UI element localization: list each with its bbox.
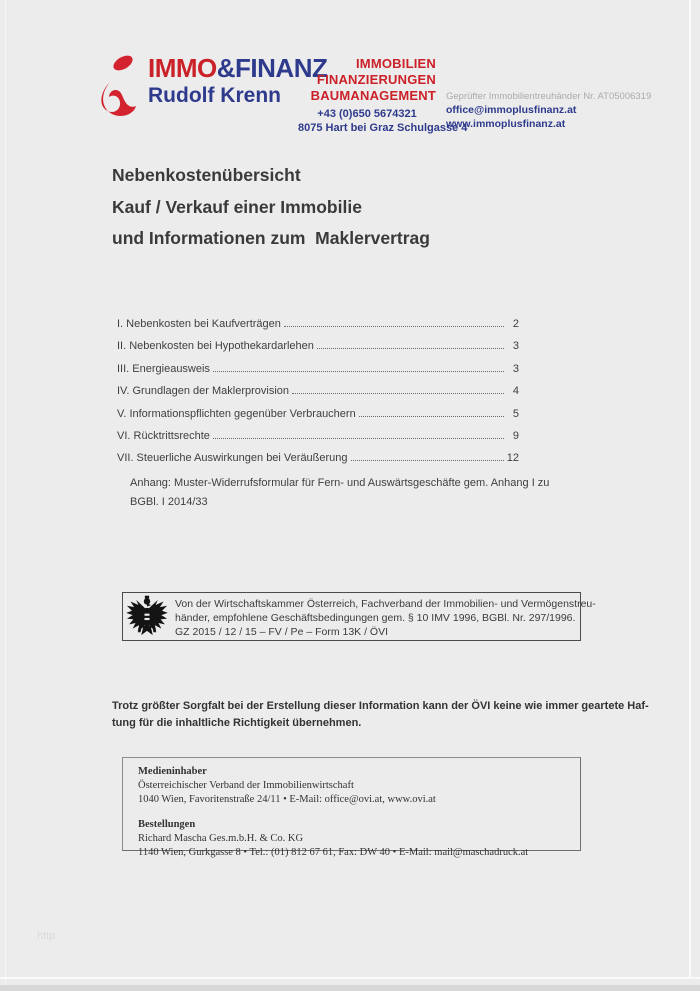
toc-dot-leader [284,326,504,327]
toc-entry-page: 3 [512,340,519,353]
chamber-line-1: Von der Wirtschaftskammer Österreich, Fachverband der Immobilien- und Vermögenstreu- [175,598,596,610]
brand-owner-name: Rudolf Krenn [148,84,281,107]
title-line-1: Nebenkostenübersicht [112,165,301,185]
toc-entry [117,385,519,407]
toc-entry-label: II. Nebenkosten bei Hypothekardarlehen [117,340,314,353]
page-edge-bottom-highlight [0,977,700,979]
annex-line-1: Anhang: Muster-Widerrufsformular für Fern- und Auswärtsgeschäfte gem. Anhang I zu [130,477,550,489]
service-immobilien: IMMOBILIEN [356,56,436,71]
toc-entry-label: IV. Grundlagen der Maklerprovision [117,385,290,398]
certification-number: Geprüfter Immobilientreuhänder Nr. AT05006319 [446,91,652,102]
imprint-spacer [138,807,580,818]
title-line-3: und Informationen zum Maklervertrag [112,228,430,248]
imprint-owner-address: 1040 Wien, Favoritenstraße 24/11 • E-Mail: office@ovi.at, www.ovi.at [138,794,436,805]
brand-name-immo: IMMO [148,53,217,83]
page-edge-left [5,0,6,991]
toc-entry-label: I. Nebenkosten bei Kaufverträgen [117,318,281,330]
toc-dot-leader [213,371,504,372]
disclaimer-line-1: Trotz größter Sorgfalt bei der Erstellung dieser Information kann der ÖVI keine wie immer geartete Haf- [112,700,649,712]
imprint-box [122,757,581,858]
street-address: 8075 Hart bei Graz Schulgasse 4 [298,122,468,134]
service-finanzierungen: FINANZIERUNGEN [316,72,436,87]
page-edge-bottom-shadow [0,985,700,991]
document-title [112,160,430,255]
page-edge-right [689,0,691,979]
toc-entry-page: 2 [512,318,519,330]
toc-entry-label: VI. Rücktrittsrechte [117,429,210,442]
toc-entry [117,340,519,362]
imprint-owner-org: Österreichischer Verband der Immobilienwirtschaft [138,780,354,791]
annex-line-2: BGBl. I 2014/33 [130,496,208,508]
toc-entry [117,452,519,474]
header-certification-block [446,90,676,131]
phone-number: +43 (0)650 5674321 [317,108,417,120]
email-address: office@immoplusfinanz.at [446,104,577,116]
toc-entry-label: VII. Steuerliche Auswirkungen bei Veräußerung [117,452,348,465]
brand-name-amp: & [216,53,236,83]
toc-entry-page: 9 [512,429,519,442]
toc-entry-page: 12 [506,452,519,465]
brand-name-finanz: FINANZ [235,53,328,83]
imprint-owner-heading: Medieninhaber [138,766,207,777]
website-url: www.immoplusfinanz.at [446,118,566,130]
imprint-orders-address: 1140 Wien, Gurkgasse 8 • Tel.: (01) 812 67 61, Fax: DW 40 • E-Mail: mail@maschadruck.at [138,847,529,858]
service-baumanagement: BAUMANAGEMENT [310,88,436,103]
table-of-contents [117,318,519,475]
toc-entry [117,430,519,452]
austrian-eagle-icon [125,595,169,638]
header-services-contact [298,56,468,135]
toc-entry-page: 5 [512,407,519,420]
imprint-orders-heading: Bestellungen [138,819,196,830]
toc-dot-leader [317,348,504,349]
toc-dot-leader [351,460,504,461]
toc-entry-label: III. Energieausweis [117,362,210,375]
toc-entry [117,318,519,340]
toc-dot-leader [292,393,504,394]
toc-entry-label: V. Informationspflichten gegenüber Verbrauchern [117,407,356,420]
disclaimer-line-2: tung für die inhaltliche Richtigkeit übernehmen. [112,716,362,729]
imprint-orders-company: Richard Mascha Ges.m.b.H. & Co. KG [138,833,304,844]
toc-entry-page: 4 [512,385,519,398]
toc-entry [117,363,519,385]
toc-dot-leader [213,438,504,439]
liability-disclaimer [112,698,649,731]
toc-entry [117,408,519,430]
toc-entry-page: 3 [512,362,519,375]
title-line-2: Kauf / Verkauf einer Immobilie [112,196,362,217]
chamber-line-3: GZ 2015 / 12 / 15 – FV / Pe – Form 13K / ÖVI [175,626,389,639]
chamber-recommendation-box [122,592,596,641]
toc-dot-leader [359,416,504,417]
chamber-recommendation-text [175,597,596,640]
toc-annex-note [130,474,549,512]
company-logo-icon [96,52,142,122]
faint-watermark-text: http [37,930,56,942]
chamber-line-2: händer, empfohlene Geschäftsbedingungen gem. § 10 IMV 1996, BGBl. Nr. 297/1996. [175,612,576,625]
